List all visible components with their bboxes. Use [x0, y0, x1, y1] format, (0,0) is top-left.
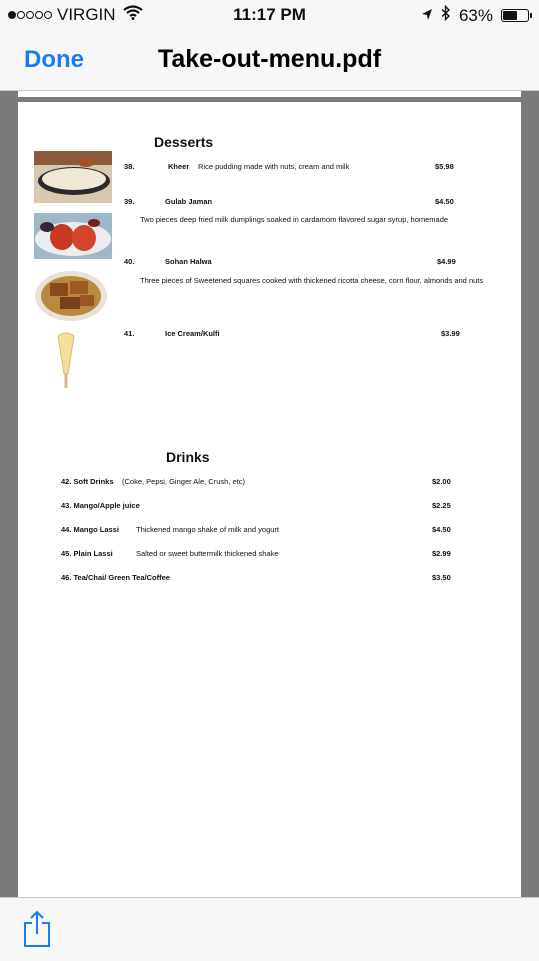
dessert-number: 41. — [124, 329, 135, 338]
document-title: Take-out-menu.pdf — [157, 45, 382, 73]
dessert-number: 40. — [124, 257, 135, 266]
dessert-price: $5.98 — [435, 162, 454, 171]
drink-label: 44. Mango Lassi — [61, 525, 119, 534]
dessert-name: Kheer — [168, 162, 190, 171]
drink-price: $4.50 — [432, 525, 451, 534]
bottom-toolbar — [0, 897, 539, 961]
kheer-image — [34, 151, 112, 203]
battery-icon — [501, 9, 529, 22]
status-right — [421, 5, 529, 26]
dessert-name: Sohan Halwa — [165, 257, 212, 266]
kulfi-image — [50, 330, 82, 390]
status-bar — [0, 0, 539, 30]
previous-page-edge — [18, 91, 521, 97]
drink-extra: (Coke, Pepsi, Ginger Ale, Crush, etc) — [122, 477, 245, 486]
drinks-heading: Drinks — [166, 449, 210, 465]
dessert-name: Gulab Jaman — [165, 197, 213, 206]
clock: 11:17 PM — [233, 5, 306, 24]
drink-price: $2.25 — [432, 501, 451, 510]
done-button[interactable]: Done — [24, 46, 84, 73]
drink-price: $2.00 — [432, 477, 451, 486]
drink-label: 42. Soft Drinks — [61, 477, 114, 486]
dessert-price: $4.99 — [437, 257, 456, 266]
carrier-name: VIRGIN — [57, 5, 116, 24]
pdf-viewer[interactable] — [0, 91, 539, 897]
dessert-description: Rice pudding made with nuts, cream and milk — [198, 162, 350, 171]
gulab-jaman-image — [34, 213, 112, 259]
bluetooth-icon — [441, 5, 451, 26]
pdf-page — [18, 102, 521, 912]
drink-label: 43. Mango/Apple juice — [61, 501, 140, 510]
share-icon[interactable] — [22, 910, 52, 948]
drink-label: 46. Tea/Chai/ Green Tea/Coffee — [61, 573, 170, 582]
dessert-description: Three pieces of Sweetened squares cooked with thickened ricotta cheese, corn flour, almonds and nuts — [140, 276, 484, 285]
drink-price: $2.99 — [432, 549, 451, 558]
dessert-description: Two pieces deep fried milk dumplings soaked in cardamom flavored sugar syrup, homemade — [140, 215, 449, 224]
dessert-number: 39. — [124, 197, 135, 206]
dessert-name: Ice Cream/Kulfi — [165, 329, 220, 338]
navigation-bar — [0, 30, 539, 91]
dessert-price: $3.99 — [441, 329, 460, 338]
desserts-heading: Desserts — [154, 134, 214, 150]
drink-extra: Salted or sweet buttermilk thickened shake — [136, 549, 279, 558]
drink-extra: Thickened mango shake of milk and yogurt — [136, 525, 279, 534]
drink-price: $3.50 — [432, 573, 451, 582]
dessert-price: $4.50 — [435, 197, 454, 206]
drink-label: 45. Plain Lassi — [61, 549, 113, 558]
sohan-halwa-image — [34, 269, 108, 323]
battery-percent: 63% — [458, 5, 493, 25]
location-arrow-icon — [421, 6, 433, 26]
dessert-number: 38. — [124, 162, 135, 171]
